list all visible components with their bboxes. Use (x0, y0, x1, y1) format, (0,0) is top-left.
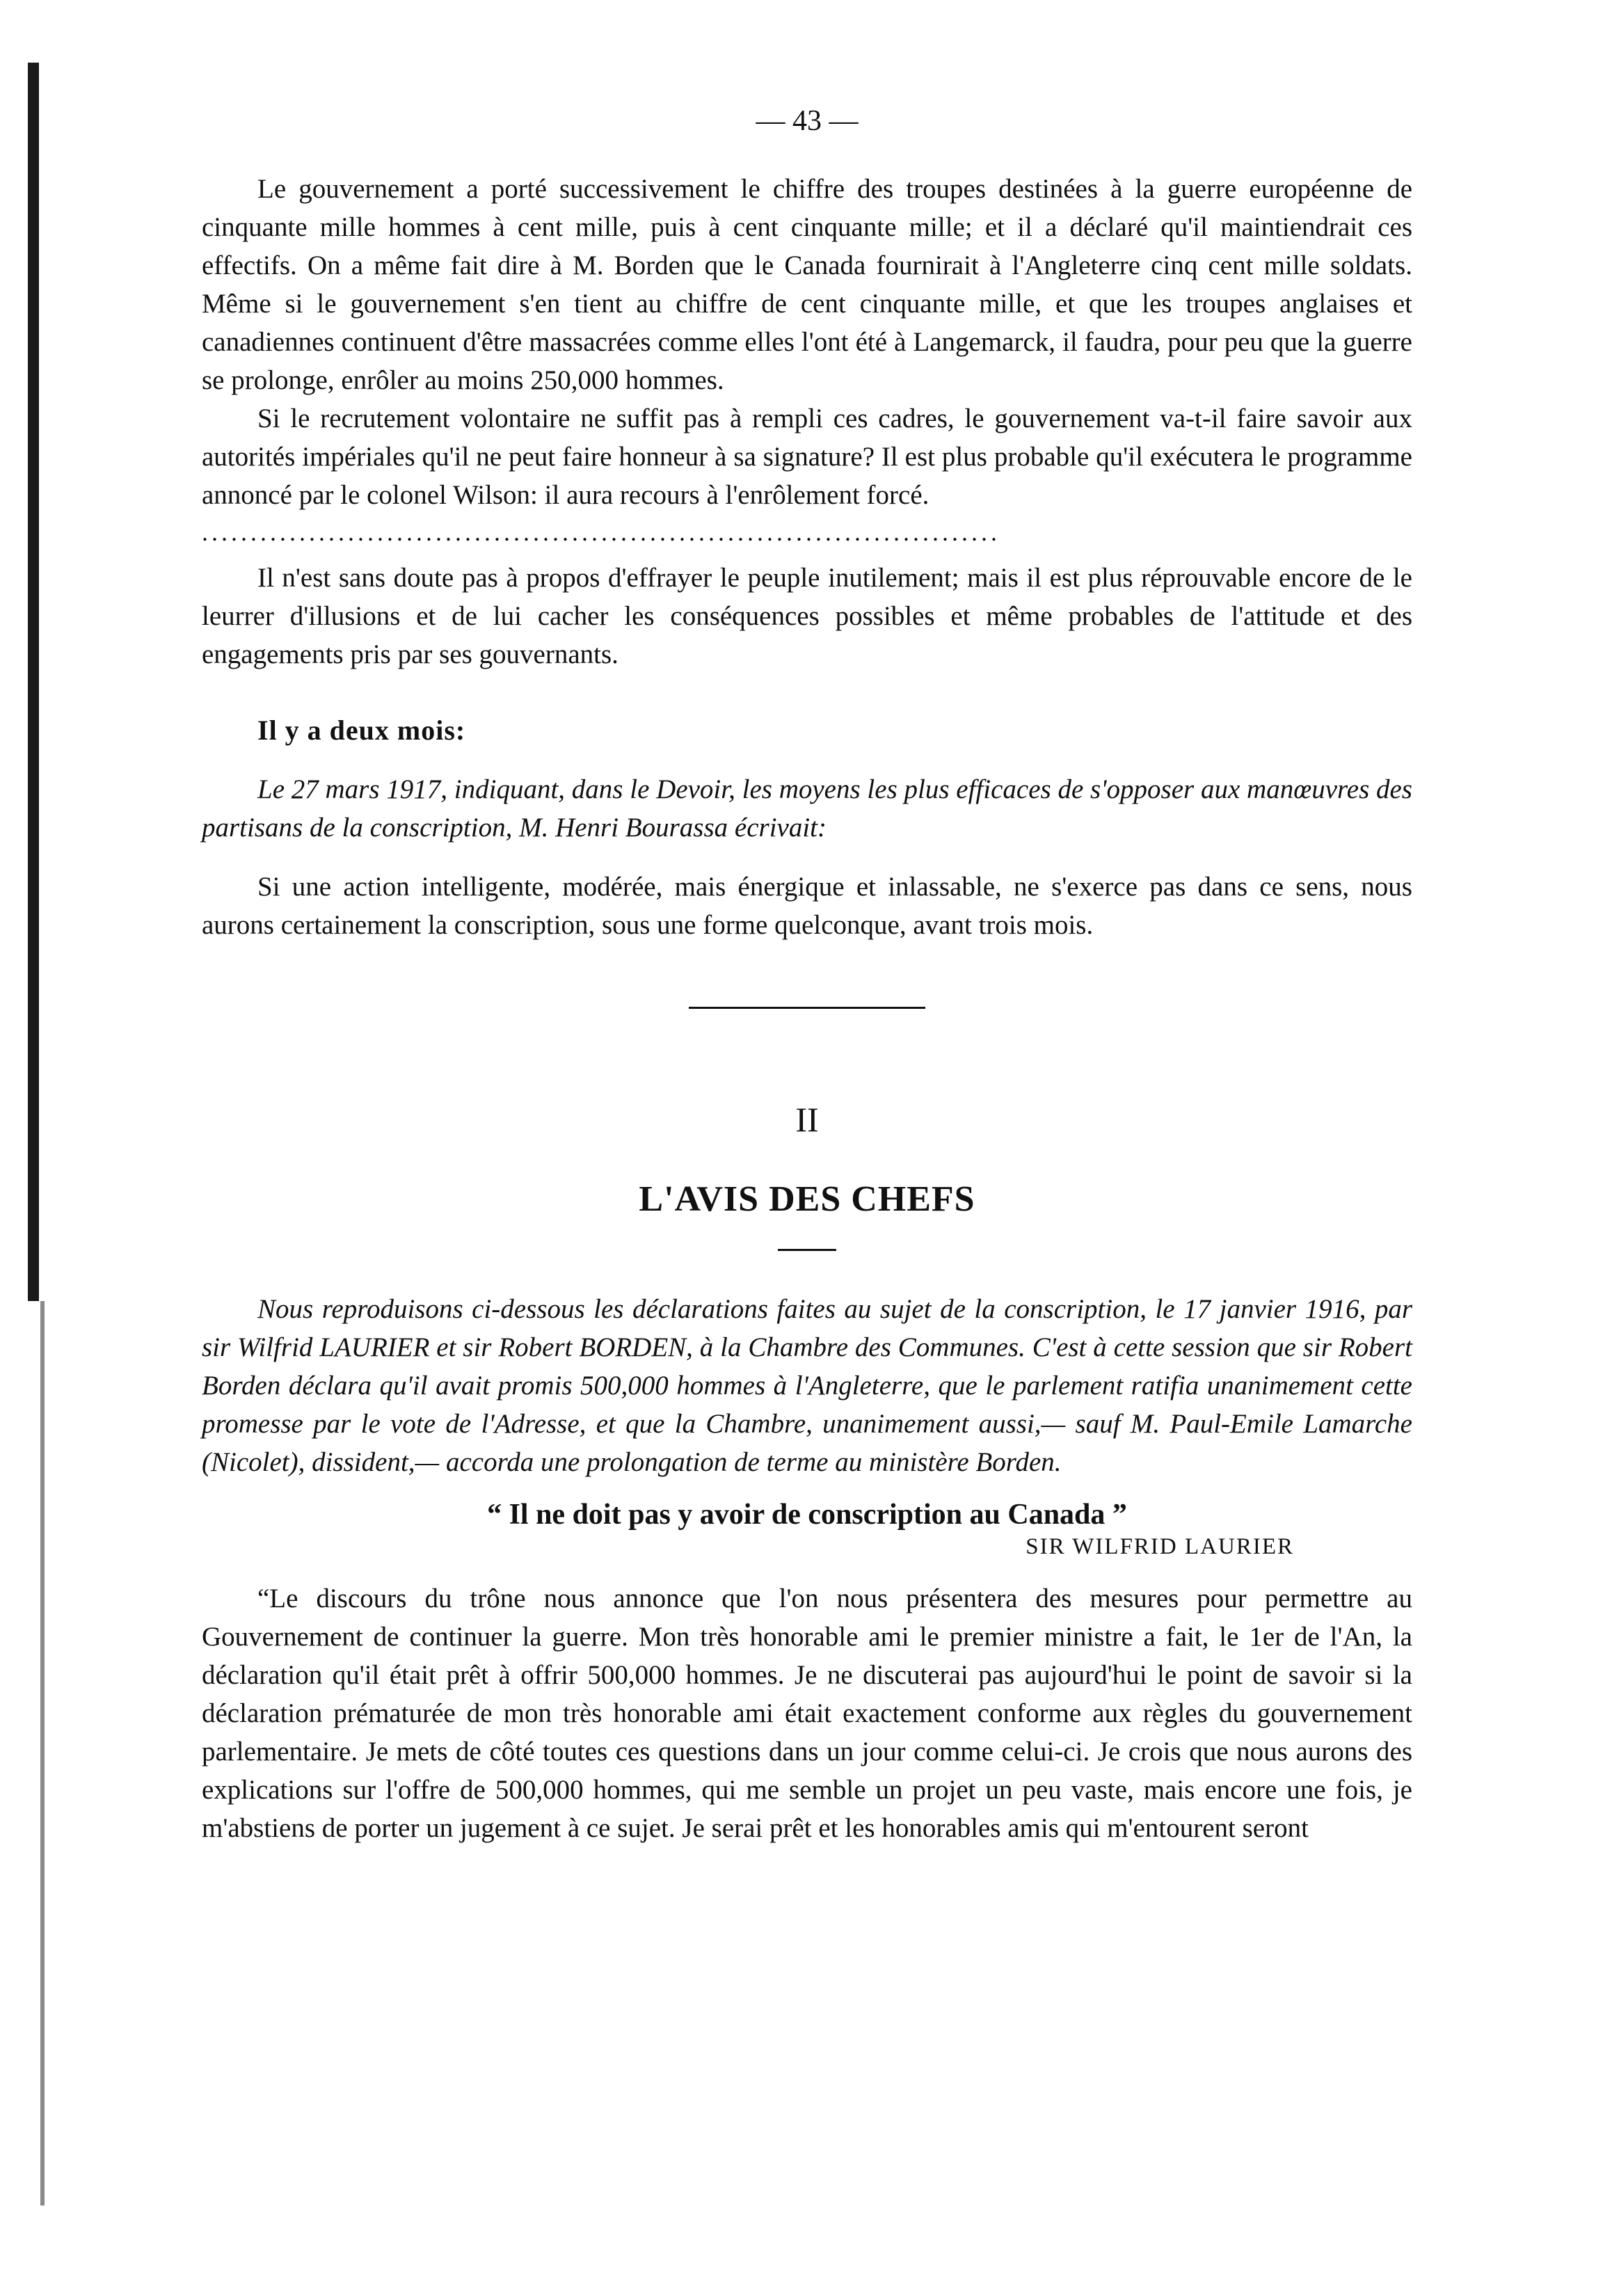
bourassa-intro: Le 27 mars 1917, indiquant, dans le Devoir, les moyens les plus efficaces de s'opposer aux manœuvres des partisans de la conscription, M. Henri Bourassa écrivait: (202, 774, 1412, 843)
section-divider (689, 1007, 925, 1009)
title-underline (778, 1249, 836, 1251)
bourassa-quote: Si une action intelligente, modérée, mais énergique et inlassable, ne s'exerce pas dans ce sens, nous aurons certainement la conscription, sous une forme quelconque, avant trois mois. (202, 872, 1412, 940)
laurier-speech: “Le discours du trône nous annonce que l'on nous présentera des mesures pour permettre au Gouvernement de continuer la guerre. Mon très honorable ami le premier ministre a fait, le 1er de l'An, la déclaration qu'il était prêt à offrir 500,000 hommes. Je ne discuterai pas aujourd'hui le point de savoir si la déclaration prématurée de mon très honorable ami était exactement conforme aux règles du gouvernement parlementaire. Je mets de côté toutes ces questions dans un jour comme celui-ci. Je crois que nous aurons des explications sur l'offre de 500,000 hommes, qui me semble un projet un peu vaste, mais encore une fois, je m'abstiens de porter un jugement à ce sujet. Je serai prêt et les honorables amis qui m'entourent seront (202, 1584, 1412, 1843)
scan-binding-shadow (40, 1301, 45, 2206)
scan-binding-edge (28, 63, 39, 1301)
chiefs-intro: Nous reproduisons ci-dessous les déclarations faites au sujet de la conscription, le 17 janvier 1916, par sir Wilfrid LAURIER et sir Robert BORDEN, à la Chambre des Communes. C'est à cette session que sir Robert Borden déclara qu'il avait promis 500,000 hommes à l'Angleterre, que le parlement ratifia unanimement cette promesse par le vote de l'Adresse, et que la Chambre, unanimement aussi,— sauf M. Paul-Emile Lamarche (Nicolet), dissident,— accorda une prolongation de terme au ministère Borden. (202, 1294, 1412, 1477)
ellipsis-separator: .................................................................................. (202, 520, 1000, 545)
document-page (202, 104, 1412, 1847)
heading-two-months: Il y a deux mois: (257, 715, 466, 746)
paragraph-warning: Il n'est sans doute pas à propos d'effrayer le peuple inutilement; mais il est plus réprouvable encore de le leurrer d'illusions et de lui cacher les conséquences possibles et même probables de l'attitude et des engagements pris par ses gouvernants. (202, 563, 1412, 669)
part-number: II (795, 1100, 819, 1139)
paragraph-troop-numbers: Le gouvernement a porté successivement le chiffre des troupes destinées à la guerre européenne de cinquante mille hommes à cent mille, puis à cent cinquante mille; et il a déclaré qu'il maintiendrait ces effectifs. On a même fait dire à M. Borden que le Canada fournirait à l'Angleterre cinq cent mille soldats. Même si le gouvernement s'en tient au chiffre de cent cinquante mille, et que les troupes anglaises et canadiennes continuent d'être massacrées comme elles l'ont été à Langemarck, il faudra, pour peu que la guerre se prolonge, enrôler au moins 250,000 hommes. (202, 174, 1412, 395)
part-title: L'AVIS DES CHEFS (639, 1179, 975, 1219)
quote-author: SIR WILFRID LAURIER (1026, 1534, 1294, 1559)
quote-heading: “ Il ne doit pas y avoir de conscription au Canada ” (487, 1499, 1127, 1531)
paragraph-volunteer-recruitment: Si le recrutement volontaire ne suffit pas à rempli ces cadres, le gouvernement va-t-il faire savoir aux autorités impériales qu'il ne peut faire honneur à sa signature? Il est plus probable qu'il exécutera le programme annoncé par le colonel Wilson: il aura recours à l'enrôlement forcé. (202, 404, 1412, 510)
page-number: — 43 — (756, 105, 859, 137)
